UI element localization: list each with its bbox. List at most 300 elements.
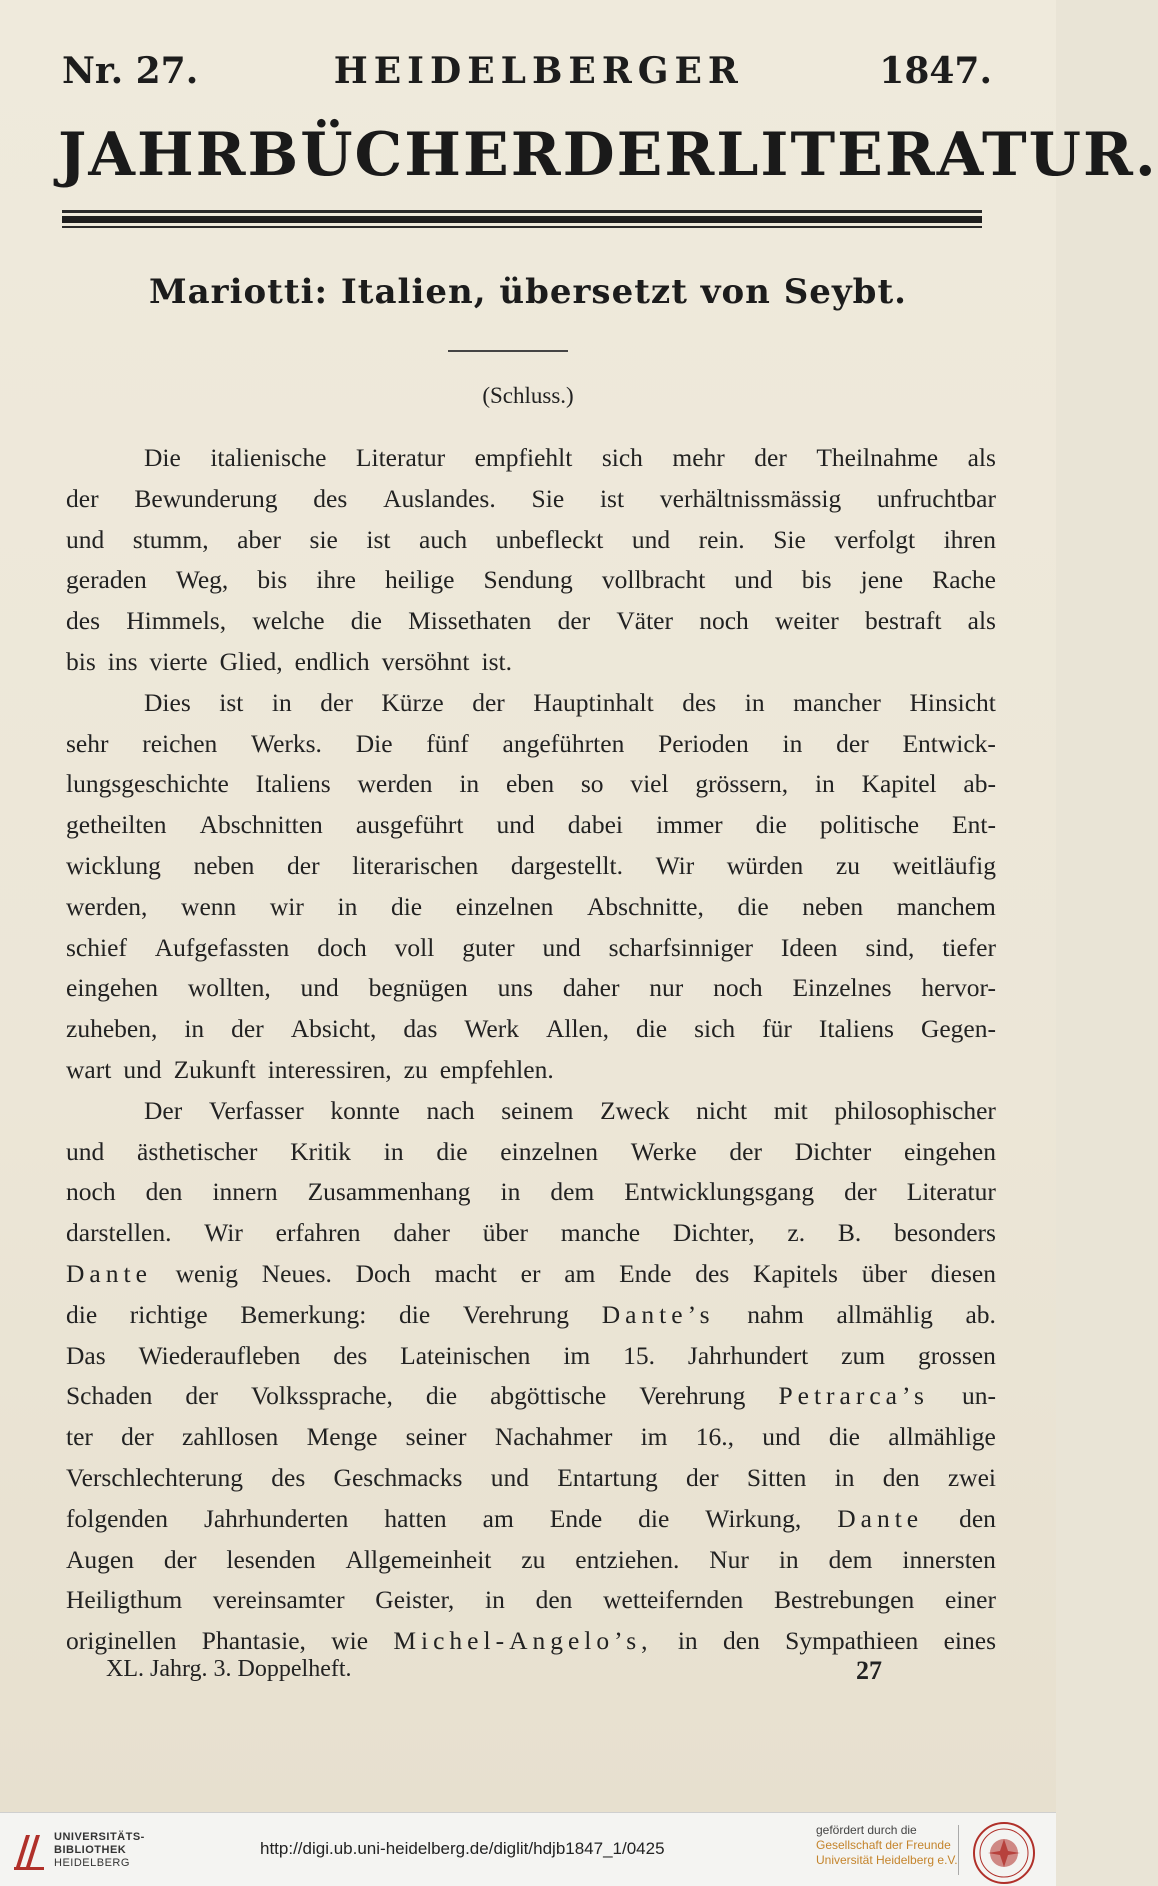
word: diesen: [930, 1258, 996, 1288]
word: ter: [66, 1422, 93, 1452]
word: der: [844, 1177, 877, 1207]
word: weiter: [775, 606, 839, 636]
masthead-rule: [62, 216, 982, 223]
word: den: [535, 1585, 573, 1615]
word: angeführten: [502, 728, 625, 758]
word: noch: [699, 606, 749, 636]
word: auch: [419, 524, 468, 554]
logo-line: BIBLIOTHEK: [54, 1844, 127, 1856]
sponsor-divider: [958, 1825, 959, 1875]
word: Abschnitten: [199, 810, 323, 840]
text-line: [66, 1132, 996, 1173]
word: welche: [252, 606, 325, 636]
word: innern: [212, 1177, 278, 1207]
word: Einzelnes: [792, 973, 892, 1003]
word: rein.: [698, 524, 745, 554]
word: des: [682, 687, 717, 717]
word: konnte: [330, 1095, 400, 1125]
word: eben: [505, 769, 555, 799]
word: die: [737, 891, 769, 921]
word: Zusammenhang: [307, 1177, 471, 1207]
word: Kürze: [381, 687, 444, 717]
word: für: [762, 1014, 792, 1044]
word: die: [399, 1299, 431, 1329]
word: sich: [601, 443, 643, 472]
word: Ideen: [780, 932, 838, 962]
word: die: [436, 1136, 468, 1166]
word: Kapitels: [753, 1258, 838, 1288]
word: Augen: [66, 1544, 134, 1574]
word: grossen: [917, 1340, 996, 1370]
word: den: [882, 1462, 920, 1492]
word: unfruchtbar: [877, 483, 996, 513]
word: seinem: [501, 1095, 574, 1125]
word: sie: [309, 524, 338, 554]
word: wenig: [175, 1258, 238, 1288]
word: dargestellt.: [510, 850, 623, 880]
word: Geschmacks: [333, 1462, 463, 1492]
text-line: [66, 1009, 996, 1050]
word: empfehlen.: [439, 1054, 554, 1084]
word: nicht: [696, 1095, 748, 1125]
word: ausgeführt: [355, 810, 464, 840]
text-line: [66, 887, 996, 928]
word: des: [313, 483, 348, 513]
logo-line: UNIVERSITÄTS-: [54, 1831, 145, 1843]
word: des: [66, 606, 100, 636]
word: der: [66, 483, 99, 513]
word: die: [390, 891, 423, 921]
logo-line: HEIDELBERG: [54, 1857, 130, 1869]
sponsor-org: Universität Heidelberg e.V.: [816, 1853, 958, 1867]
word: zahllosen: [182, 1422, 279, 1452]
word: des: [333, 1340, 368, 1370]
word: als: [967, 606, 996, 636]
word: Ende: [619, 1258, 672, 1288]
word: Absicht,: [290, 1014, 377, 1044]
word: Kapitel: [861, 769, 937, 799]
word: Der: [144, 1095, 183, 1125]
word: er: [520, 1258, 541, 1288]
journal-title-word: DER: [562, 120, 717, 190]
word: den: [723, 1626, 760, 1656]
word: der: [729, 1136, 762, 1166]
word: allmählig: [836, 1299, 933, 1329]
word: der: [686, 1462, 719, 1492]
word: eingehen: [66, 973, 159, 1003]
sponsor-label: gefördert durch die: [816, 1823, 917, 1837]
word: Bestrebungen: [774, 1585, 915, 1615]
word: der: [557, 606, 591, 636]
text-line: [66, 1540, 996, 1581]
word: nur: [649, 973, 684, 1003]
word: Abschnitte,: [587, 891, 704, 921]
masthead-top: [62, 42, 992, 92]
text-line: [66, 1295, 996, 1336]
text-line: [66, 1213, 996, 1254]
word: einzelnen: [455, 891, 554, 921]
word: geraden: [66, 565, 147, 595]
word: und: [631, 524, 671, 554]
word: im: [563, 1340, 591, 1370]
word: das: [403, 1014, 438, 1044]
word: in: [383, 1136, 404, 1166]
word: heilige: [385, 565, 455, 595]
word: zwei: [947, 1462, 996, 1492]
word: Weg,: [175, 565, 229, 595]
word: wollten,: [187, 973, 271, 1003]
word: daher: [562, 973, 620, 1003]
word: ihre: [316, 565, 356, 595]
word: der: [185, 1381, 218, 1411]
word: wenn: [181, 891, 237, 921]
page-number: 27: [856, 1656, 882, 1685]
word: Verehrung: [462, 1299, 570, 1329]
word: und: [542, 932, 581, 962]
word: Väter: [616, 606, 673, 636]
word: Wiederaufleben: [138, 1340, 301, 1370]
word: bestraft: [864, 606, 942, 636]
word: den: [145, 1177, 183, 1207]
word: lungsgeschichte: [66, 769, 229, 799]
word: hatten: [384, 1503, 447, 1533]
word: die: [425, 1381, 458, 1411]
word: seiner: [405, 1422, 467, 1452]
word: doch: [317, 932, 367, 962]
text-line: [66, 1172, 996, 1213]
word: Nachahmer: [494, 1422, 613, 1452]
word: entziehen.: [575, 1544, 680, 1574]
text-line: [66, 601, 996, 642]
word: die: [828, 1422, 860, 1452]
word: zum: [841, 1340, 886, 1370]
word: einer: [944, 1585, 996, 1615]
journal-title-word: LITERATUR.: [716, 120, 1158, 190]
text-line: [66, 438, 996, 479]
issue-year: 1847.: [879, 50, 992, 92]
word: Kritik: [290, 1136, 352, 1166]
word: Menge: [306, 1422, 378, 1452]
word: macht: [434, 1258, 497, 1288]
word: neben: [193, 850, 255, 880]
text-line: [66, 1091, 996, 1132]
word: zu: [835, 850, 860, 880]
word: Werk: [464, 1014, 519, 1044]
word: daher: [393, 1218, 450, 1248]
word: folgenden: [66, 1503, 168, 1533]
word: würden: [726, 850, 804, 880]
word: originellen: [66, 1626, 177, 1656]
text-line: [66, 846, 996, 887]
word: werden: [357, 769, 433, 799]
word: viel: [630, 769, 669, 799]
word: Sendung: [483, 565, 573, 595]
word: immer: [656, 810, 723, 840]
word: wetteifernden: [603, 1585, 744, 1615]
word: in: [778, 1544, 799, 1574]
word: Doch: [355, 1258, 411, 1288]
word: Dante: [66, 1258, 152, 1288]
text-line: [66, 1417, 996, 1458]
word: in: [814, 769, 835, 799]
sponsor-credit: [816, 1823, 958, 1868]
issue-number: Nr. 27.: [62, 50, 199, 92]
word: zu: [521, 1544, 546, 1574]
word: über: [861, 1258, 908, 1288]
word: italienische: [210, 443, 327, 472]
word: und: [66, 524, 105, 554]
word: Phantasie,: [201, 1626, 306, 1656]
publisher-name: HEIDELBERGER: [333, 50, 744, 92]
word: dem: [828, 1544, 873, 1574]
word: dabei: [567, 810, 624, 840]
title-divider: [448, 350, 568, 352]
word: Das: [66, 1340, 106, 1370]
word: ab.: [965, 1299, 996, 1329]
word: ist.: [481, 646, 512, 676]
text-line: [66, 764, 996, 805]
word: Italiens: [255, 769, 331, 799]
word: manchem: [896, 891, 996, 921]
word: Italiens: [818, 1014, 894, 1044]
word: eines: [943, 1626, 996, 1656]
word: vereinsamter: [212, 1585, 345, 1615]
word: mit: [773, 1095, 808, 1125]
word: allmählige: [888, 1422, 996, 1452]
word: fünf: [426, 728, 469, 758]
word: Wirkung,: [705, 1503, 802, 1533]
word: Verschlechterung: [66, 1462, 244, 1492]
word: Zukunft: [173, 1054, 256, 1084]
word: Dies: [144, 687, 191, 717]
word: im: [640, 1422, 668, 1452]
word: wicklung: [66, 850, 161, 880]
word: 16.,: [695, 1422, 735, 1452]
word: des: [695, 1258, 730, 1288]
word: Allgemeinheit: [345, 1544, 492, 1574]
word: am: [482, 1503, 514, 1533]
word: Lateinischen: [400, 1340, 531, 1370]
word: stumm,: [132, 524, 209, 554]
word: getheilten: [66, 810, 167, 840]
word: dem: [550, 1177, 595, 1207]
journal-title: [58, 120, 1158, 190]
word: in: [677, 1626, 698, 1656]
word: Verehrung: [639, 1381, 746, 1411]
text-line: [66, 928, 996, 969]
word: Rache: [932, 565, 996, 595]
word: darstellen.: [66, 1218, 172, 1248]
text-line: [66, 1499, 996, 1540]
word: Verfasser: [208, 1095, 304, 1125]
word: die: [66, 1299, 98, 1329]
word: Neues.: [261, 1258, 332, 1288]
text-line: [66, 1458, 996, 1499]
word: am: [564, 1258, 596, 1288]
word: und: [66, 1136, 105, 1166]
word: Literatur: [355, 443, 446, 472]
word: Die: [355, 728, 393, 758]
word: Nur: [709, 1544, 749, 1574]
word: uns: [497, 973, 533, 1003]
word: vierte: [149, 646, 208, 676]
word: Michel-Angelo’s,: [393, 1626, 653, 1656]
word: Ent-: [952, 810, 996, 840]
word: Werks.: [251, 728, 322, 758]
word: über: [482, 1218, 529, 1248]
text-line: [66, 1376, 996, 1417]
volume-signature: XL. Jahrg. 3. Doppelheft.: [106, 1656, 352, 1682]
word: der: [287, 850, 320, 880]
word: z.: [787, 1218, 806, 1248]
word: die: [635, 1014, 668, 1044]
text-line: [66, 724, 996, 765]
text-line: [66, 1580, 996, 1621]
text-line: [66, 683, 996, 724]
word: der: [320, 687, 353, 717]
word: der: [163, 1544, 197, 1574]
word: hervor-: [921, 973, 996, 1003]
word: Hinsicht: [909, 687, 996, 717]
word: Heiligthum: [66, 1585, 183, 1615]
word: Himmels,: [126, 606, 227, 636]
word: neben: [802, 891, 864, 921]
sponsor-org: Gesellschaft der Freunde: [816, 1838, 951, 1852]
word: verfolgt: [834, 524, 916, 554]
word: jene: [860, 565, 904, 595]
word: in: [834, 1462, 855, 1492]
word: voll: [394, 932, 435, 962]
word: ins: [107, 646, 138, 676]
word: wir: [269, 891, 304, 921]
library-logo-icon: [12, 1831, 46, 1871]
word: der: [472, 687, 505, 717]
word: Bemerkung:: [240, 1299, 367, 1329]
word: und: [734, 565, 773, 595]
word: und: [123, 1054, 162, 1084]
word: manche: [560, 1218, 641, 1248]
word: Volkssprache,: [250, 1381, 393, 1411]
word: einzelnen: [500, 1136, 598, 1166]
word: bis: [66, 646, 96, 676]
word: endlich: [294, 646, 370, 676]
word: besonders: [893, 1218, 996, 1248]
text-line: [66, 1336, 996, 1377]
library-bar: [0, 1812, 1056, 1886]
word: Dante: [837, 1503, 924, 1533]
word: die: [755, 810, 787, 840]
article-body: [66, 438, 996, 1662]
word: Sie: [773, 524, 806, 554]
word: literarischen: [352, 850, 479, 880]
word: und: [490, 1462, 529, 1492]
text-line: [66, 642, 996, 683]
word: Hauptinhalt: [533, 687, 654, 717]
word: Geister,: [375, 1585, 455, 1615]
word: Literatur: [906, 1177, 996, 1207]
word: Dichter,: [672, 1218, 755, 1248]
word: lesenden: [226, 1544, 316, 1574]
word: werden,: [66, 891, 148, 921]
word: in: [184, 1014, 205, 1044]
word: philosophischer: [834, 1095, 996, 1125]
word: Allen,: [545, 1014, 609, 1044]
word: und: [762, 1422, 801, 1452]
word: und: [496, 810, 535, 840]
text-line: [66, 479, 996, 520]
word: B.: [837, 1218, 862, 1248]
word: reichen: [142, 728, 218, 758]
word: weitläufig: [892, 850, 996, 880]
word: Werke: [630, 1136, 697, 1166]
word: Missethaten: [408, 606, 532, 636]
word: in: [485, 1585, 505, 1615]
text-line: [66, 805, 996, 846]
word: mehr: [672, 443, 725, 472]
word: noch: [66, 1177, 116, 1207]
word: die: [638, 1503, 670, 1533]
word: zuheben,: [66, 1014, 158, 1044]
word: ist: [366, 524, 391, 554]
word: als: [967, 443, 996, 472]
word: verhältnissmässig: [659, 483, 842, 513]
word: Sitten: [746, 1462, 807, 1492]
masthead-rule: [62, 226, 982, 228]
text-line: [66, 560, 996, 601]
word: zu: [403, 1054, 428, 1084]
permalink[interactable]: http://digi.ub.uni-heidelberg.de/diglit/hdjb1847_1/0425: [260, 1839, 665, 1858]
word: Theilnahme: [816, 443, 939, 472]
word: Auslandes.: [383, 483, 496, 513]
word: Sympathieen: [785, 1626, 919, 1656]
word: empfiehlt: [474, 443, 573, 472]
word: den: [959, 1503, 996, 1533]
word: Perioden: [658, 728, 749, 758]
word: des: [271, 1462, 306, 1492]
word: Dichter: [794, 1136, 872, 1166]
word: sich: [694, 1014, 736, 1044]
word: ihren: [943, 524, 996, 554]
word: Entartung: [557, 1462, 658, 1492]
word: schief: [66, 932, 127, 962]
word: der: [121, 1422, 154, 1452]
word: unbefleckt: [495, 524, 604, 554]
text-line: [66, 968, 996, 1009]
word: wie: [331, 1626, 369, 1656]
word: in: [782, 728, 803, 758]
word: tiefer: [942, 932, 996, 962]
word: abgöttische: [490, 1381, 607, 1411]
word: richtige: [129, 1299, 208, 1329]
university-seal-icon: [972, 1821, 1036, 1885]
word: Ende: [549, 1503, 603, 1533]
word: der: [231, 1014, 264, 1044]
word: in: [500, 1177, 521, 1207]
word: nahm: [747, 1299, 804, 1329]
word: eingehen: [903, 1136, 996, 1166]
word: wart: [66, 1054, 112, 1084]
word: scharfsinniger: [608, 932, 754, 962]
text-line: [66, 1254, 996, 1295]
word: Aufgefassten: [154, 932, 290, 962]
word: Jahrhundert: [687, 1340, 809, 1370]
word: bis: [801, 565, 832, 595]
word: Bewunderung: [134, 483, 278, 513]
word: Wir: [655, 850, 695, 880]
word: Die: [144, 443, 181, 472]
word: in: [459, 769, 480, 799]
word: Petrarca’s: [778, 1381, 929, 1411]
